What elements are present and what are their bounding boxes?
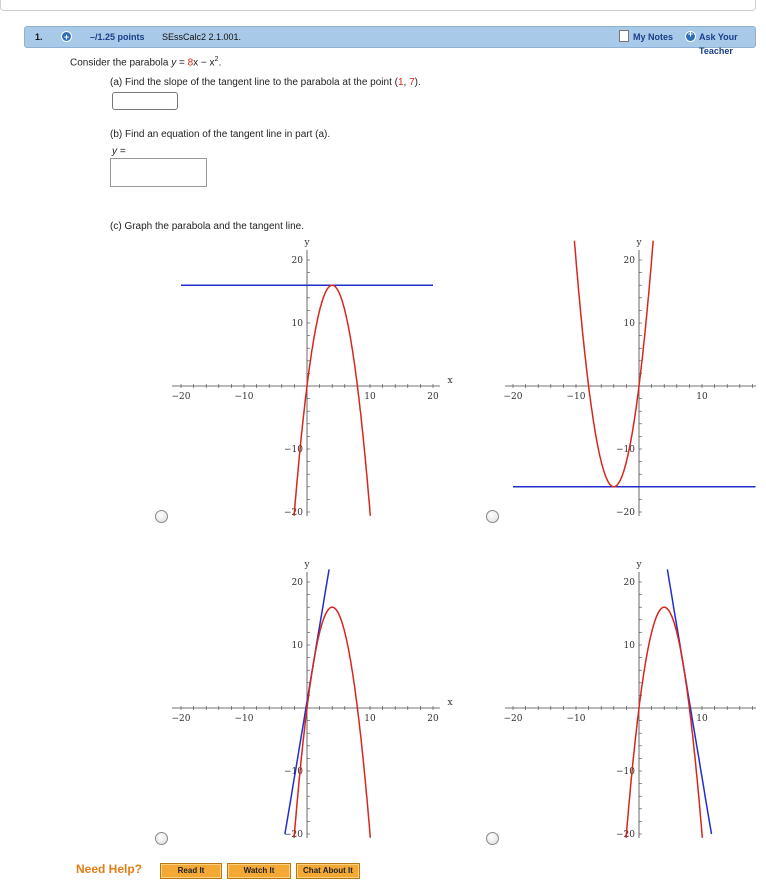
prompt-var: y [171,57,177,69]
graph2-y-tick-label: −20 [616,508,635,518]
graph3-x-axis-label: x [447,698,453,708]
graph1-y-tick-label: −10 [284,445,303,455]
question-points: –/1.25 points [90,32,145,42]
part-c-text: (c) Graph the parabola and the tangent line. [110,221,305,232]
graph1-y-axis-label: y [304,237,310,248]
graph1-y-tick-label: 20 [291,256,303,266]
graph4-x-tick-label: −10 [566,714,586,724]
graph2-x-tick-label: 10 [696,392,708,402]
graph1-x-tick-label: 10 [364,392,376,402]
part-b-text: (b) Find an equation of the tangent line in part (a). [110,129,331,140]
prompt-rest: x − x [193,57,215,69]
graph3-y-tick-label: −20 [284,830,303,840]
graph4-x-tick-label: −20 [503,714,523,724]
watch-it-button[interactable]: Watch It [227,863,291,879]
graph1-x-tick-label: −20 [171,392,191,402]
graph2-y-tick-label: 10 [623,319,635,329]
graph2-y-axis-label: y [636,237,642,248]
radio-option-2[interactable] [486,510,499,523]
part-a-label: (a) Find the slope of the tangent line to the parabola at the point ( [110,77,398,88]
chat-about-it-button[interactable]: Chat About It [296,863,360,879]
prompt-end: . [218,57,222,69]
graph1-x-tick-label: −10 [234,392,254,402]
graph3-x-tick-label: −20 [171,714,191,724]
radio-option-1[interactable] [155,510,168,523]
graph1-x-axis-label: x [447,376,453,386]
radio-option-3[interactable] [155,832,168,845]
graph3-y-tick-label: −10 [284,767,303,777]
point-y: 7 [409,77,415,88]
graph3-x-tick-label: −10 [234,714,254,724]
read-it-button[interactable]: Read It [160,863,222,879]
graph1-x-tick-label: 20 [427,392,439,402]
need-help-label: Need Help? [76,862,143,876]
graph4-x-tick-label: 10 [696,714,708,724]
graph2-y-tick-label: 20 [623,256,635,266]
question-source: SEssCalc2 2.1.001. [162,32,242,42]
prompt-exponent: 2 [214,56,219,63]
graph2-x-tick-label: −20 [503,392,523,402]
graph3-x-tick-label: 10 [364,714,376,724]
graph3-x-tick-label: 20 [427,714,439,724]
my-notes-label: My Notes [633,32,674,42]
graph4-y-tick-label: −10 [616,767,635,777]
prompt-coefficient: 8 [187,57,194,69]
graph4-y-tick-label: −20 [616,830,635,840]
question-number: 1. [35,32,43,42]
point-end: ). [414,77,421,88]
graph4-y-tick-label: 20 [623,578,635,588]
graph4-tangent-line [667,569,711,834]
y-equals-label: y = [112,146,126,157]
graph4-y-tick-label: 10 [623,641,635,651]
prompt-eq: = [176,57,188,69]
graph2-x-tick-label: −10 [566,392,586,402]
radio-option-4[interactable] [486,832,499,845]
point-sep: , [403,77,410,88]
graph3-y-tick-label: 10 [291,641,303,651]
graph2-y-tick-label: −10 [616,445,635,455]
graph4-y-axis-label: y [636,559,642,570]
graph3-y-axis-label: y [304,559,310,570]
graph3-y-tick-label: 20 [291,578,303,588]
point-x: 1 [397,77,404,88]
graph2-parabola-curve [574,241,653,487]
ask-teacher-label: Ask Your Teacher [699,32,738,56]
prompt-text: Consider the parabola [70,57,172,69]
graph1-y-tick-label: −20 [284,508,303,518]
graph1-y-tick-label: 10 [291,319,303,329]
